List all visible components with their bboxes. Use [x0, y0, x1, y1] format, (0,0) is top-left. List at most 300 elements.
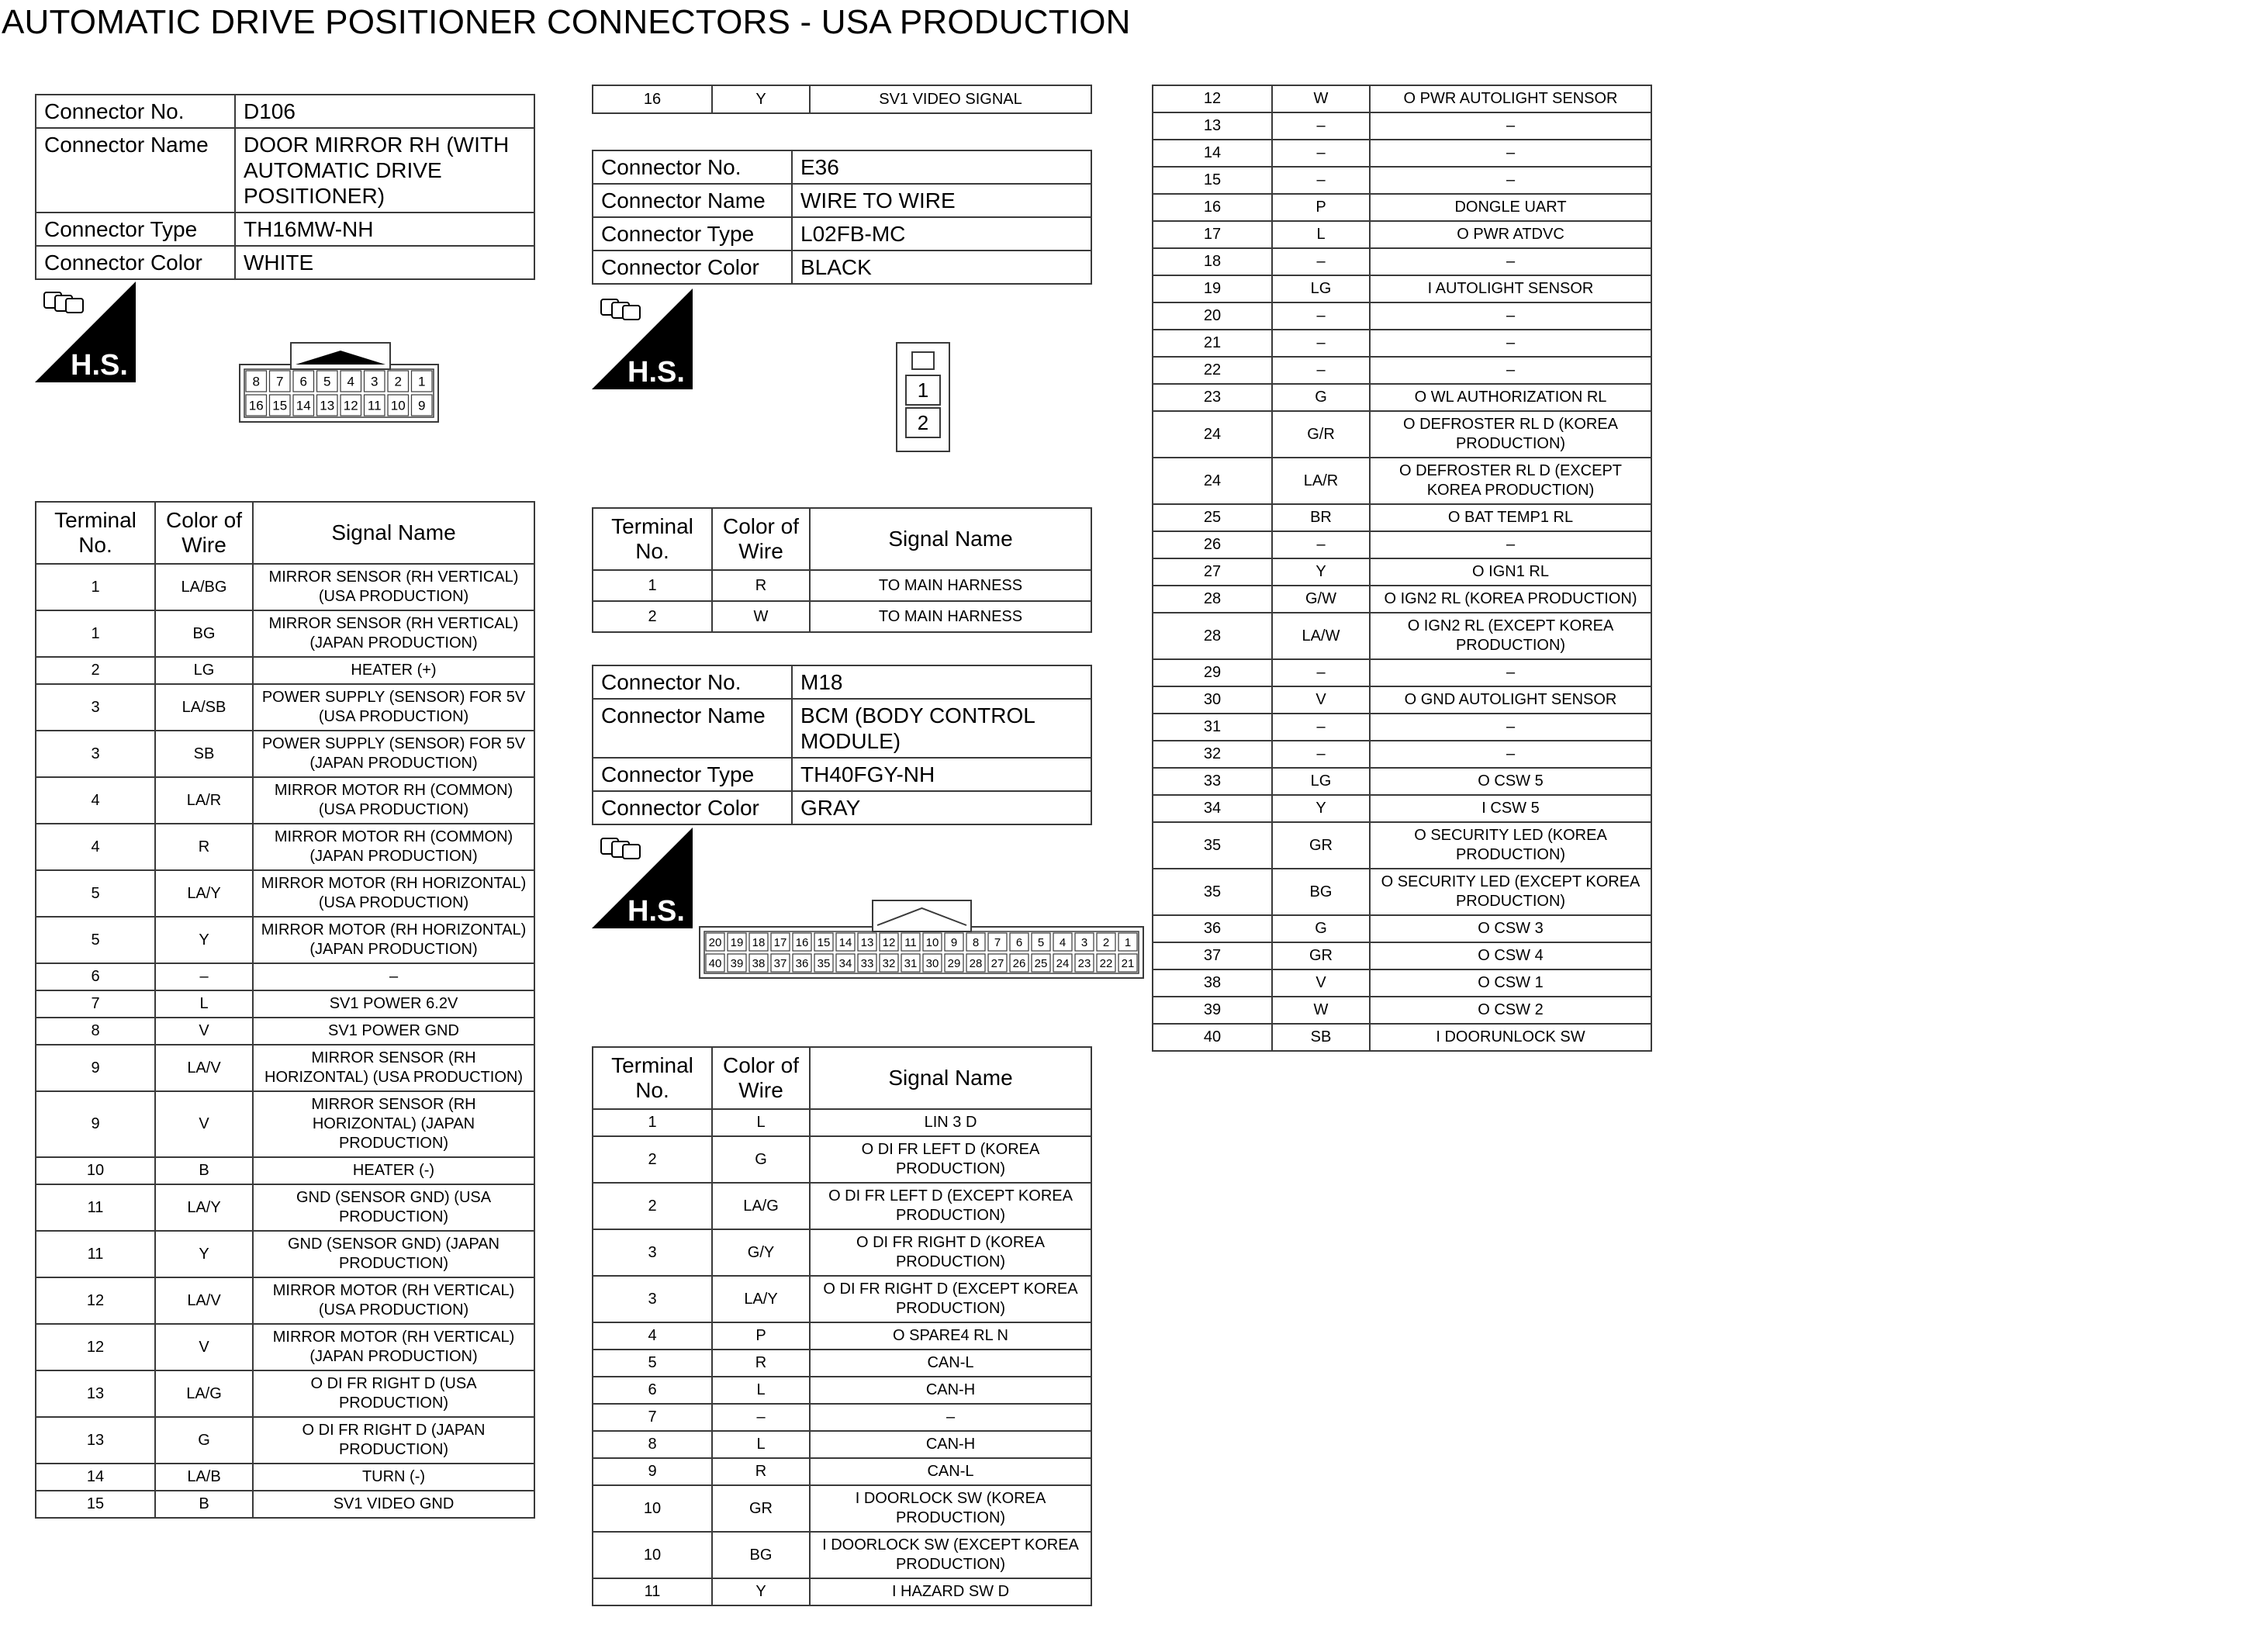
signal-name: –: [253, 963, 534, 990]
wire-color: V: [1272, 686, 1370, 714]
terminal-no: 35: [1153, 822, 1272, 869]
wire-color: W: [1272, 85, 1370, 112]
pin-number: 5: [1037, 935, 1045, 949]
pin-number: 39: [730, 956, 744, 970]
table-row: [1153, 221, 1651, 248]
wire-color: –: [1272, 302, 1370, 330]
terminal-no: 14: [36, 1464, 155, 1491]
terminal-table-e36: [592, 507, 1092, 633]
table-row: [1153, 458, 1651, 504]
terminal-no: 27: [1153, 558, 1272, 586]
terminal-no: 40: [1153, 1024, 1272, 1051]
terminal-no: 29: [1153, 659, 1272, 686]
table-row: [36, 684, 534, 731]
table-row: [1153, 915, 1651, 942]
terminal-no: 26: [1153, 531, 1272, 558]
connector-info-table-e36: [592, 150, 1092, 285]
wire-color: V: [155, 1018, 253, 1045]
connector-info-label: Connector No.: [593, 150, 792, 184]
table-row: [593, 1578, 1091, 1605]
pin-number: 9: [950, 935, 958, 949]
wire-color: LG: [1272, 768, 1370, 795]
signal-name: O DEFROSTER RL D (KOREA PRODUCTION): [1370, 411, 1651, 458]
terminal-no: 32: [1153, 741, 1272, 768]
harness-side-icon: [592, 289, 693, 389]
pin-number: 25: [1034, 956, 1048, 970]
signal-name: O DI FR RIGHT D (JAPAN PRODUCTION): [253, 1417, 534, 1464]
wire-color: G: [712, 1136, 810, 1183]
terminal-no: 10: [36, 1157, 155, 1184]
connector-info-value: BCM (BODY CONTROL MODULE): [792, 699, 1091, 758]
signal-name: DONGLE UART: [1370, 194, 1651, 221]
terminal-no: 11: [36, 1231, 155, 1277]
table-row: [1153, 504, 1651, 531]
pin-number: 4: [347, 374, 354, 389]
pin-number: 18: [752, 935, 766, 949]
wire-color: V: [155, 1091, 253, 1157]
pin-number: 34: [838, 956, 852, 970]
signal-name: SV1 VIDEO GND: [253, 1491, 534, 1518]
wire-color: G: [1272, 384, 1370, 411]
signal-name: HEATER (-): [253, 1157, 534, 1184]
table-row: [36, 1018, 534, 1045]
connector-info-label: Connector Type: [593, 217, 792, 251]
table-row: [36, 1091, 534, 1157]
signal-name: TURN (-): [253, 1464, 534, 1491]
table-row: [1153, 1024, 1651, 1051]
terminal-no: 7: [593, 1404, 712, 1431]
connector-info-row: [36, 246, 534, 279]
terminal-no: 2: [36, 657, 155, 684]
connector-info-label: Connector Name: [593, 184, 792, 217]
terminal-no: 9: [36, 1091, 155, 1157]
table-row: [1153, 302, 1651, 330]
table-row: [36, 731, 534, 777]
harness-side-icon: [35, 282, 136, 382]
table-row: [36, 1464, 534, 1491]
pin-number: 27: [990, 956, 1004, 970]
signal-name: O BAT TEMP1 RL: [1370, 504, 1651, 531]
wire-color: Y: [712, 85, 810, 113]
terminal-no: 28: [1153, 586, 1272, 613]
terminal-no: 17: [1153, 221, 1272, 248]
terminal-no: 18: [1153, 248, 1272, 275]
wire-color: –: [155, 963, 253, 990]
signal-name: O IGN2 RL (EXCEPT KOREA PRODUCTION): [1370, 613, 1651, 659]
terminal-no: 2: [593, 1136, 712, 1183]
signal-name: LIN 3 D: [810, 1109, 1091, 1136]
wire-color: BG: [155, 610, 253, 657]
wire-color: –: [1272, 167, 1370, 194]
table-row: [593, 1431, 1091, 1458]
pin-number: 3: [1080, 935, 1088, 949]
pin-number: 7: [994, 935, 1001, 949]
pin-number: 12: [882, 935, 896, 949]
table-row: [593, 1404, 1091, 1431]
table-row: [1153, 942, 1651, 969]
pin-number: 20: [708, 935, 722, 949]
terminal-no: 5: [593, 1350, 712, 1377]
table-row: [1153, 531, 1651, 558]
wire-color: G/W: [1272, 586, 1370, 613]
terminal-no: 4: [36, 824, 155, 870]
terminal-no: 12: [1153, 85, 1272, 112]
pin-number: 28: [969, 956, 983, 970]
signal-name: CAN-H: [810, 1431, 1091, 1458]
signal-name: –: [1370, 531, 1651, 558]
signal-name: O DI FR LEFT D (KOREA PRODUCTION): [810, 1136, 1091, 1183]
signal-name: TO MAIN HARNESS: [810, 601, 1091, 632]
terminal-no: 15: [1153, 167, 1272, 194]
signal-name: MIRROR MOTOR RH (COMMON) (JAPAN PRODUCTION): [253, 824, 534, 870]
table-row: [1153, 558, 1651, 586]
table-row: [1153, 869, 1651, 915]
table-row: [36, 1491, 534, 1518]
wire-color: LA/R: [1272, 458, 1370, 504]
signal-name: O DI FR RIGHT D (USA PRODUCTION): [253, 1370, 534, 1417]
pin-number: 15: [272, 398, 288, 413]
table-row: [36, 610, 534, 657]
terminal-no: 5: [36, 870, 155, 917]
connector-info-label: Connector Color: [593, 251, 792, 284]
terminal-no: 3: [593, 1276, 712, 1322]
signal-name: O IGN1 RL: [1370, 558, 1651, 586]
wire-color: Y: [1272, 795, 1370, 822]
terminal-no: 19: [1153, 275, 1272, 302]
table-row: [36, 564, 534, 610]
pin-number: 35: [817, 956, 831, 970]
pin-number: 11: [367, 398, 382, 413]
connector-info-row: [593, 758, 1091, 791]
wire-color: BG: [712, 1532, 810, 1578]
signal-name: –: [1370, 140, 1651, 167]
table-row: [593, 1109, 1091, 1136]
pin-number: 26: [1012, 956, 1026, 970]
connector-info-value: L02FB-MC: [792, 217, 1091, 251]
pin-number: 17: [773, 935, 787, 949]
header-terminal: Terminal No.: [593, 508, 712, 570]
pin-number: 2: [1102, 935, 1110, 949]
wire-color: LA/Y: [155, 1184, 253, 1231]
table-row: [1153, 140, 1651, 167]
wire-color: BG: [1272, 869, 1370, 915]
pin-number: 10: [390, 398, 406, 413]
connector-latch: [873, 900, 971, 931]
signal-name: GND (SENSOR GND) (USA PRODUCTION): [253, 1184, 534, 1231]
connector-latch: [912, 352, 934, 369]
signal-name: –: [1370, 714, 1651, 741]
pin-number: 1: [917, 378, 929, 402]
terminal-no: 16: [593, 85, 712, 113]
terminal-no: 11: [36, 1184, 155, 1231]
wire-color: L: [712, 1109, 810, 1136]
pin-number: 5: [323, 374, 331, 389]
terminal-no: 20: [1153, 302, 1272, 330]
signal-name: SV1 POWER 6.2V: [253, 990, 534, 1018]
pin-number: 14: [296, 398, 311, 413]
pin-number: 8: [252, 374, 260, 389]
pin-number: 9: [418, 398, 426, 413]
signal-name: –: [1370, 741, 1651, 768]
wire-color: L: [1272, 221, 1370, 248]
wire-color: LA/G: [155, 1370, 253, 1417]
terminal-no: 3: [36, 731, 155, 777]
table-row: [36, 1184, 534, 1231]
table-row: [36, 917, 534, 963]
table-row: [1153, 659, 1651, 686]
terminal-table-m18: [592, 1046, 1092, 1606]
terminal-no: 34: [1153, 795, 1272, 822]
hs-label: H.S.: [71, 349, 128, 382]
signal-name: –: [1370, 357, 1651, 384]
wire-color: L: [712, 1377, 810, 1404]
wire-color: –: [1272, 248, 1370, 275]
terminal-no: 9: [593, 1458, 712, 1485]
pin-number: 16: [795, 935, 809, 949]
signal-name: MIRROR SENSOR (RH VERTICAL) (JAPAN PRODUCTION): [253, 610, 534, 657]
signal-name: MIRROR SENSOR (RH VERTICAL) (USA PRODUCTION): [253, 564, 534, 610]
wire-color: G/R: [1272, 411, 1370, 458]
wire-color: BR: [1272, 504, 1370, 531]
wire-color: V: [1272, 969, 1370, 997]
terminal-no: 2: [593, 1183, 712, 1229]
signal-name: –: [1370, 112, 1651, 140]
signal-name: MIRROR MOTOR RH (COMMON) (USA PRODUCTION): [253, 777, 534, 824]
connector-face-m18: [698, 894, 1148, 981]
signal-name: O CSW 1: [1370, 969, 1651, 997]
wire-color: Y: [155, 917, 253, 963]
table-row: [1153, 411, 1651, 458]
connector-info-value: GRAY: [792, 791, 1091, 824]
connector-face-d106: [237, 335, 440, 427]
terminal-table-m18-continued: [1152, 85, 1652, 1052]
table-row: [593, 570, 1091, 601]
table-row: [1153, 997, 1651, 1024]
signal-name: GND (SENSOR GND) (JAPAN PRODUCTION): [253, 1231, 534, 1277]
connector-info-row: [36, 128, 534, 213]
wire-color: LG: [1272, 275, 1370, 302]
pin-number: 1: [1124, 935, 1132, 949]
connector-info-table-d106: [35, 94, 535, 280]
terminal-no: 4: [36, 777, 155, 824]
connector-info-row: [593, 791, 1091, 824]
connector-info-value: D106: [235, 95, 534, 128]
terminal-no: 1: [36, 564, 155, 610]
signal-name: O GND AUTOLIGHT SENSOR: [1370, 686, 1651, 714]
connector-info-label: Connector Color: [593, 791, 792, 824]
connector-info-row: [593, 217, 1091, 251]
table-row: [1153, 969, 1651, 997]
pin-number: 13: [320, 398, 335, 413]
pin-number: 24: [1056, 956, 1070, 970]
pin-number: 8: [972, 935, 980, 949]
connector-info-value: M18: [792, 665, 1091, 699]
table-row: [1153, 613, 1651, 659]
wire-color: L: [155, 990, 253, 1018]
signal-name: O CSW 5: [1370, 768, 1651, 795]
pin-number: 40: [708, 956, 722, 970]
wire-color: LA/W: [1272, 613, 1370, 659]
wire-color: LA/V: [155, 1277, 253, 1324]
pin-number: 23: [1077, 956, 1091, 970]
wire-color: Y: [1272, 558, 1370, 586]
table-row: [36, 870, 534, 917]
wire-color: LA/BG: [155, 564, 253, 610]
wire-color: P: [712, 1322, 810, 1350]
terminal-no: 24: [1153, 411, 1272, 458]
signal-name: I DOORUNLOCK SW: [1370, 1024, 1651, 1051]
terminal-no: 6: [36, 963, 155, 990]
table-row: [593, 1322, 1091, 1350]
connector-info-label: Connector Name: [593, 699, 792, 758]
signal-name: TO MAIN HARNESS: [810, 570, 1091, 601]
pin-number: 7: [276, 374, 284, 389]
table-row: [1153, 714, 1651, 741]
signal-name: –: [1370, 248, 1651, 275]
terminal-no: 10: [593, 1485, 712, 1532]
connector-info-value: BLACK: [792, 251, 1091, 284]
table-row: [1153, 357, 1651, 384]
table-row: [1153, 586, 1651, 613]
signal-name: O PWR AUTOLIGHT SENSOR: [1370, 85, 1651, 112]
wire-color: Y: [155, 1231, 253, 1277]
terminal-no: 36: [1153, 915, 1272, 942]
terminal-no: 25: [1153, 504, 1272, 531]
pin-number: 32: [882, 956, 896, 970]
connector-info-value: TH16MW-NH: [235, 213, 534, 246]
signal-name: I HAZARD SW D: [810, 1578, 1091, 1605]
header-terminal: Terminal No.: [593, 1047, 712, 1109]
terminal-no: 31: [1153, 714, 1272, 741]
terminal-no: 5: [36, 917, 155, 963]
header-signal: Signal Name: [810, 508, 1091, 570]
signal-name: –: [810, 1404, 1091, 1431]
signal-name: MIRROR MOTOR (RH VERTICAL) (USA PRODUCTION): [253, 1277, 534, 1324]
connector-info-row: [593, 251, 1091, 284]
table-row: [1153, 384, 1651, 411]
signal-name: POWER SUPPLY (SENSOR) FOR 5V (JAPAN PRODUCTION): [253, 731, 534, 777]
wire-color: G: [1272, 915, 1370, 942]
table-row: [593, 1229, 1091, 1276]
signal-name: I DOORLOCK SW (EXCEPT KOREA PRODUCTION): [810, 1532, 1091, 1578]
terminal-no: 2: [593, 601, 712, 632]
connector-info-value: WHITE: [235, 246, 534, 279]
table-row: [593, 85, 1091, 113]
table-row: [1153, 768, 1651, 795]
pin-number: 31: [904, 956, 918, 970]
wire-color: LA/Y: [712, 1276, 810, 1322]
table-row: [1153, 248, 1651, 275]
signal-name: O CSW 3: [1370, 915, 1651, 942]
connector-info-label: Connector Type: [593, 758, 792, 791]
signal-name: I DOORLOCK SW (KOREA PRODUCTION): [810, 1485, 1091, 1532]
signal-name: I AUTOLIGHT SENSOR: [1370, 275, 1651, 302]
signal-name: CAN-H: [810, 1377, 1091, 1404]
pin-number: 36: [795, 956, 809, 970]
signal-name: CAN-L: [810, 1350, 1091, 1377]
table-row: [1153, 822, 1651, 869]
connector-info-label: Connector Color: [36, 246, 235, 279]
connector-info-label: Connector No.: [36, 95, 235, 128]
signal-name: MIRROR MOTOR (RH HORIZONTAL) (USA PRODUCTION): [253, 870, 534, 917]
signal-name: –: [1370, 167, 1651, 194]
wire-color: GR: [712, 1485, 810, 1532]
signal-name: O PWR ATDVC: [1370, 221, 1651, 248]
table-row: [593, 601, 1091, 632]
pin-number: 6: [299, 374, 307, 389]
table-row: [36, 1231, 534, 1277]
wire-color: –: [1272, 714, 1370, 741]
signal-name: O SECURITY LED (EXCEPT KOREA PRODUCTION): [1370, 869, 1651, 915]
header-color: Color of Wire: [155, 502, 253, 564]
table-row: [1153, 85, 1651, 112]
terminal-no: 9: [36, 1045, 155, 1091]
terminal-no: 10: [593, 1532, 712, 1578]
table-row: [1153, 167, 1651, 194]
signal-name: O DI FR LEFT D (EXCEPT KOREA PRODUCTION): [810, 1183, 1091, 1229]
pin-number: 33: [860, 956, 874, 970]
table-row: [36, 990, 534, 1018]
terminal-no: 15: [36, 1491, 155, 1518]
pin-number: 29: [947, 956, 961, 970]
signal-name: MIRROR SENSOR (RH HORIZONTAL) (USA PRODUCTION): [253, 1045, 534, 1091]
wire-color: LA/Y: [155, 870, 253, 917]
table-row: [1153, 686, 1651, 714]
signal-name: MIRROR MOTOR (RH VERTICAL) (JAPAN PRODUCTION): [253, 1324, 534, 1370]
pin-number: 22: [1099, 956, 1113, 970]
signal-name: –: [1370, 659, 1651, 686]
terminal-no: 1: [593, 1109, 712, 1136]
connector-info-row: [36, 95, 534, 128]
table-row: [36, 657, 534, 684]
pin-number: 37: [773, 956, 787, 970]
table-row: [1153, 330, 1651, 357]
terminal-no: 3: [36, 684, 155, 731]
signal-name: POWER SUPPLY (SENSOR) FOR 5V (USA PRODUCTION): [253, 684, 534, 731]
wire-color: R: [712, 570, 810, 601]
terminal-no: 1: [593, 570, 712, 601]
pin-number: 10: [925, 935, 939, 949]
wire-color: –: [1272, 140, 1370, 167]
wire-color: LA/R: [155, 777, 253, 824]
pin-number: 30: [925, 956, 939, 970]
pin-number: 38: [752, 956, 766, 970]
table-row: [36, 963, 534, 990]
signal-name: O WL AUTHORIZATION RL: [1370, 384, 1651, 411]
pin-number: 15: [817, 935, 831, 949]
hs-label: H.S.: [627, 895, 685, 928]
connector-info-label: Connector No.: [593, 665, 792, 699]
signal-name: MIRROR SENSOR (RH HORIZONTAL) (JAPAN PRODUCTION): [253, 1091, 534, 1157]
table-row: [36, 1417, 534, 1464]
terminal-no: 7: [36, 990, 155, 1018]
table-row: [1153, 112, 1651, 140]
signal-name: O DI FR RIGHT D (EXCEPT KOREA PRODUCTION): [810, 1276, 1091, 1322]
pin-number: 12: [343, 398, 358, 413]
signal-name: O SPARE4 RL N: [810, 1322, 1091, 1350]
connector-info-label: Connector Name: [36, 128, 235, 213]
terminal-no: 39: [1153, 997, 1272, 1024]
pin-number: 19: [730, 935, 744, 949]
terminal-no: 12: [36, 1277, 155, 1324]
wire-color: –: [1272, 659, 1370, 686]
connector-info-row: [593, 184, 1091, 217]
wire-color: L: [712, 1431, 810, 1458]
signal-name: HEATER (+): [253, 657, 534, 684]
wire-color: B: [155, 1491, 253, 1518]
header-color: Color of Wire: [712, 1047, 810, 1109]
terminal-no: 33: [1153, 768, 1272, 795]
